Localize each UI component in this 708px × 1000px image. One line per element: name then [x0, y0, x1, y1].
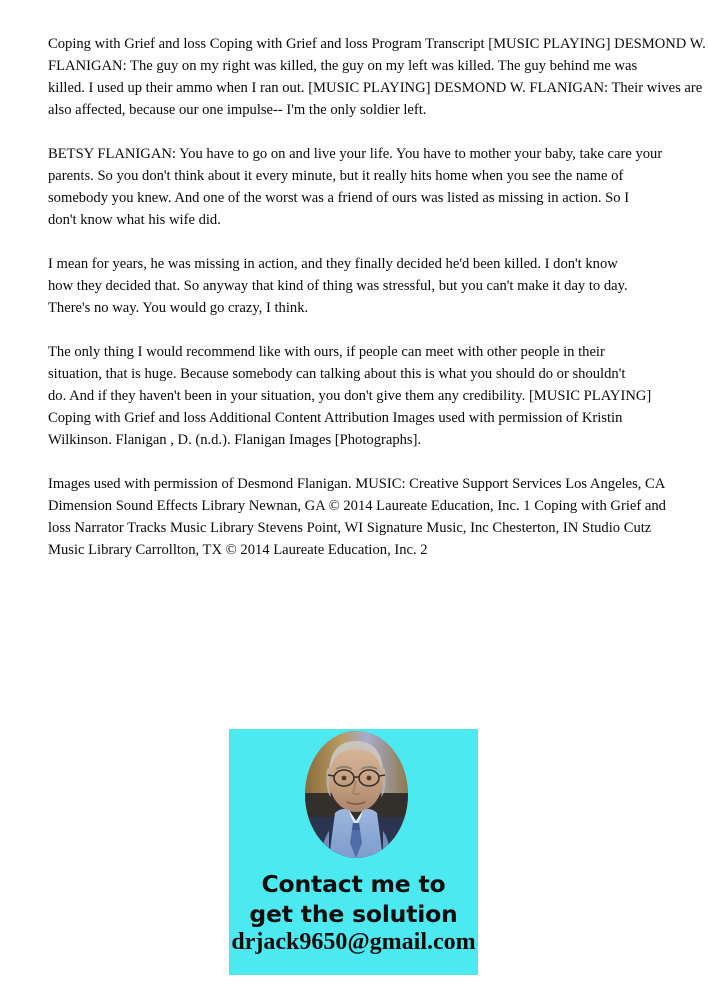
text-line: also affected, because our one impulse-- I'm the only soldier left. — [48, 102, 427, 118]
text-line: parents. So you don't think about it every minute, but it really hits home when you see the name of — [48, 168, 624, 184]
text-line: don't know what his wife did. — [48, 212, 221, 228]
text-line: killed. I used up their ammo when I ran out. [MUSIC PLAYING] DESMOND W. FLANIGAN: Their wives are — [48, 80, 703, 96]
promo-heading — [229, 869, 478, 929]
paragraph-missing-in-action — [48, 253, 696, 319]
text-line: do. And if they haven't been in your situation, you don't give them any credibility. [MUSIC PLAYING] — [48, 388, 652, 404]
paragraph-betsy-flanigan-quote — [48, 143, 696, 231]
text-line: Dimension Sound Effects Library Newnan, GA © 2014 Laureate Education, Inc. 1 Coping with Grief and — [48, 498, 666, 514]
text-line: Coping with Grief and loss Additional Content Attribution Images used with permission of Kristin — [48, 410, 623, 426]
paragraph-recommendation-and-attribution — [48, 341, 696, 451]
text-line: BETSY FLANIGAN: You have to go on and live your life. You have to mother your baby, take care your — [48, 146, 663, 162]
text-line: Wilkinson. Flanigan , D. (n.d.). Flanigan Images [Photographs]. — [48, 432, 422, 448]
paragraph-transcript-intro — [48, 33, 706, 121]
text-line: The only thing I would recommend like with ours, if people can meet with other people in their — [48, 344, 605, 360]
paragraph-music-credits — [48, 473, 696, 561]
text-line: FLANIGAN: The guy on my right was killed, the guy on my left was killed. The guy behind me was — [48, 58, 638, 74]
text-line: somebody you knew. And one of the worst was a friend of ours was listed as missing in action. So I — [48, 190, 630, 206]
text-line: There's no way. You would go crazy, I think. — [48, 300, 309, 316]
text-line: Images used with permission of Desmond Flanigan. MUSIC: Creative Support Services Los Angeles, CA — [48, 476, 666, 492]
document-body — [48, 33, 706, 583]
promo-heading-line-2: get the solution — [249, 900, 458, 928]
text-line: Coping with Grief and loss Coping with Grief and loss Program Transcript [MUSIC PLAYING] DESMOND W. — [48, 36, 706, 52]
text-line: I mean for years, he was missing in action, and they finally decided he'd been killed. I don't know — [48, 256, 618, 272]
promo-contact-card — [229, 729, 478, 975]
text-line: situation, that is huge. Because somebody can talking about this is what you should do or shouldn't — [48, 366, 626, 382]
text-line: loss Narrator Tracks Music Library Stevens Point, WI Signature Music, Inc Chesterton, IN Studio Cutz — [48, 520, 652, 536]
text-line: Music Library Carrollton, TX © 2014 Laureate Education, Inc. 2 — [48, 542, 428, 558]
promo-heading-line-1: Contact me to — [261, 870, 446, 898]
avatar-portrait-photo — [305, 731, 408, 858]
promo-email-address[interactable]: drjack9650@gmail.com — [231, 929, 476, 955]
portrait-photo-illustration — [305, 731, 408, 858]
text-line: how they decided that. So anyway that kind of thing was stressful, but you can't make it day to day. — [48, 278, 628, 294]
